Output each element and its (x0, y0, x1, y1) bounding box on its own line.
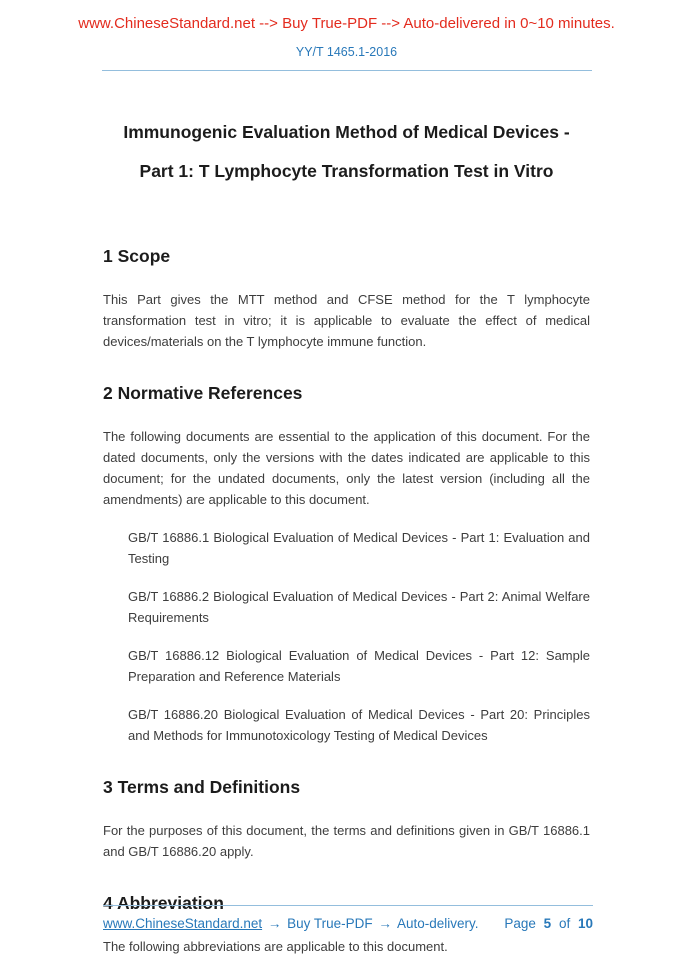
page-indicator (500, 916, 593, 931)
footer-link[interactable]: www.ChineseStandard.net (103, 916, 263, 931)
page-total: 10 (577, 916, 593, 931)
section-paragraph-terms-definitions: For the purposes of this document, the terms and definitions given in GB/T 16886.1 and GB/T 16886.20 apply. (103, 823, 590, 859)
section-heading-abbreviation: 4 Abbreviation (103, 893, 224, 913)
section-heading-scope: 1 Scope (103, 246, 171, 266)
reference-item: GB/T 16886.12 Biological Evaluation of Medical Devices - Part 12: Sample Preparation and Reference Materials (128, 648, 590, 684)
promo-banner: www.ChineseStandard.net --> Buy True-PDF --> Auto-delivered in 0~10 minutes. (78, 15, 615, 32)
section-heading-normative-references: 2 Normative References (103, 383, 303, 403)
footer-promo (103, 916, 478, 931)
reference-item: GB/T 16886.1 Biological Evaluation of Medical Devices - Part 1: Evaluation and Testing (128, 530, 590, 566)
document-content (103, 113, 590, 957)
section-heading-terms-definitions: 3 Terms and Definitions (103, 777, 301, 797)
arrow-right-icon: → (267, 916, 282, 931)
doc-number: YY/T 1465.1-2016 (295, 45, 398, 59)
reference-item: GB/T 16886.2 Biological Evaluation of Medical Devices - Part 2: Animal Welfare Requirements (128, 589, 590, 625)
arrow-right-icon: → (378, 916, 392, 931)
section-paragraph-abbreviation: The following abbreviations are applicable to this document. (103, 939, 448, 954)
page-current: 5 (543, 916, 552, 931)
of-word: of (558, 916, 571, 931)
section-paragraph-normative-references: The following documents are essential to the application of this document. For the dated documents, only the versions with the dates indicated are applicable to this document; for the undated documents, only the latest version (including all the amendments) are applicable to this document. (103, 429, 590, 507)
section-paragraph-scope: This Part gives the MTT method and CFSE method for the T lymphocyte transformation test in vitro; it is applicable to evaluate the effect of medical devices/materials on the T lymphocyte immune function. (103, 292, 590, 349)
footer-buy-text: Buy True-PDF (287, 916, 373, 931)
page-footer (103, 905, 593, 931)
footer-delivery-text: Auto-delivery. (396, 916, 479, 931)
document-title (103, 113, 590, 191)
header-rule (102, 70, 592, 71)
document-title-line2: Part 1: T Lymphocyte Transformation Test in Vitro (139, 161, 554, 181)
document-title-line1: Immunogenic Evaluation Method of Medical Devices - (123, 122, 570, 142)
page-word: Page (504, 916, 536, 931)
reference-item: GB/T 16886.20 Biological Evaluation of Medical Devices - Part 20: Principles and Methods for Immunotoxicology Testing of Medical Devices (128, 707, 590, 743)
